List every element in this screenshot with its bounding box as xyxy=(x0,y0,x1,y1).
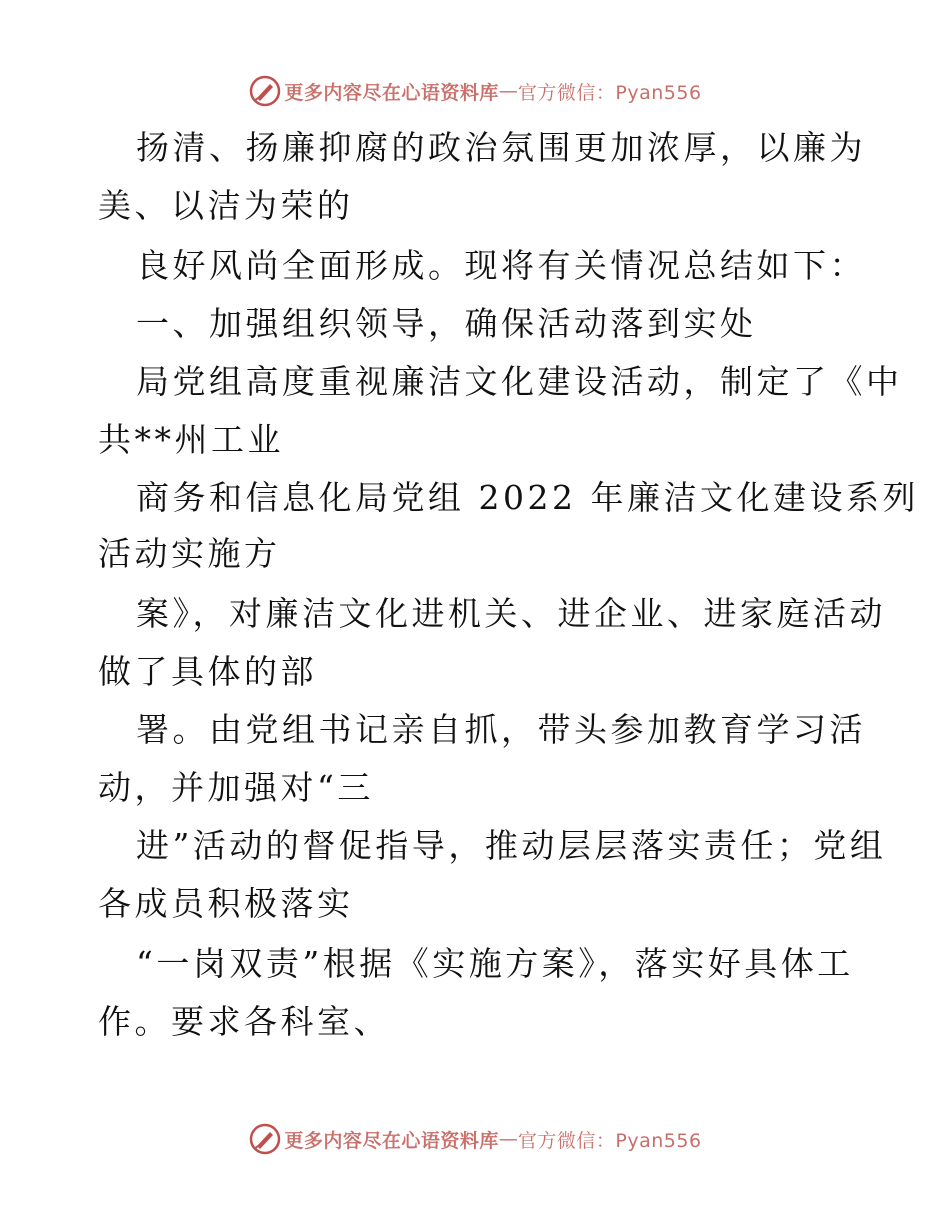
watermark-separator: — xyxy=(498,1128,518,1150)
body-line: 共**州工业 xyxy=(98,420,284,459)
body-line: 局党组高度重视廉洁文化建设活动，制定了《中 xyxy=(136,362,903,401)
footer-watermark xyxy=(0,1119,950,1159)
body-line: 良好风尚全面形成。现将有关情况总结如下： xyxy=(136,246,866,285)
header-watermark xyxy=(0,71,950,111)
body-line: “一岗双责”根据《实施方案》，落实好具体工 xyxy=(136,944,854,983)
body-line: 商务和信息化局党组 2022 年廉洁文化建设系列 xyxy=(136,478,919,517)
body-line: 美、以洁为荣的 xyxy=(98,186,354,225)
body-line: 作。要求各科室、 xyxy=(98,1002,390,1041)
body-line: 署。由党组书记亲自抓，带头参加教育学习活 xyxy=(136,710,866,749)
body-line: 各成员积极落实 xyxy=(98,884,354,923)
watermark-wechat-text: 官方微信：Pyan556 xyxy=(517,81,702,104)
body-line: 做了具体的部 xyxy=(98,652,317,691)
watermark-wechat-text: 官方微信：Pyan556 xyxy=(517,1129,702,1152)
watermark-main-text: 更多内容尽在心语资料库 xyxy=(284,81,499,104)
body-line: 进”活动的督促指导，推动层层落实责任；党组 xyxy=(136,826,887,865)
watermark-main-text: 更多内容尽在心语资料库 xyxy=(284,1129,499,1152)
body-line: 动，并加强对“三 xyxy=(98,768,374,807)
section-heading: 一、加强组织领导，确保活动落到实处 xyxy=(136,304,757,343)
watermark-separator: — xyxy=(498,80,518,102)
body-line: 活动实施方 xyxy=(98,534,281,573)
pen-seal-logo-icon xyxy=(248,74,282,108)
pen-seal-logo-icon xyxy=(248,1122,282,1156)
body-line: 案》，对廉洁文化进机关、进企业、进家庭活动 xyxy=(136,594,886,633)
body-line: 扬清、扬廉抑腐的政治氛围更加浓厚，以廉为 xyxy=(136,128,866,167)
